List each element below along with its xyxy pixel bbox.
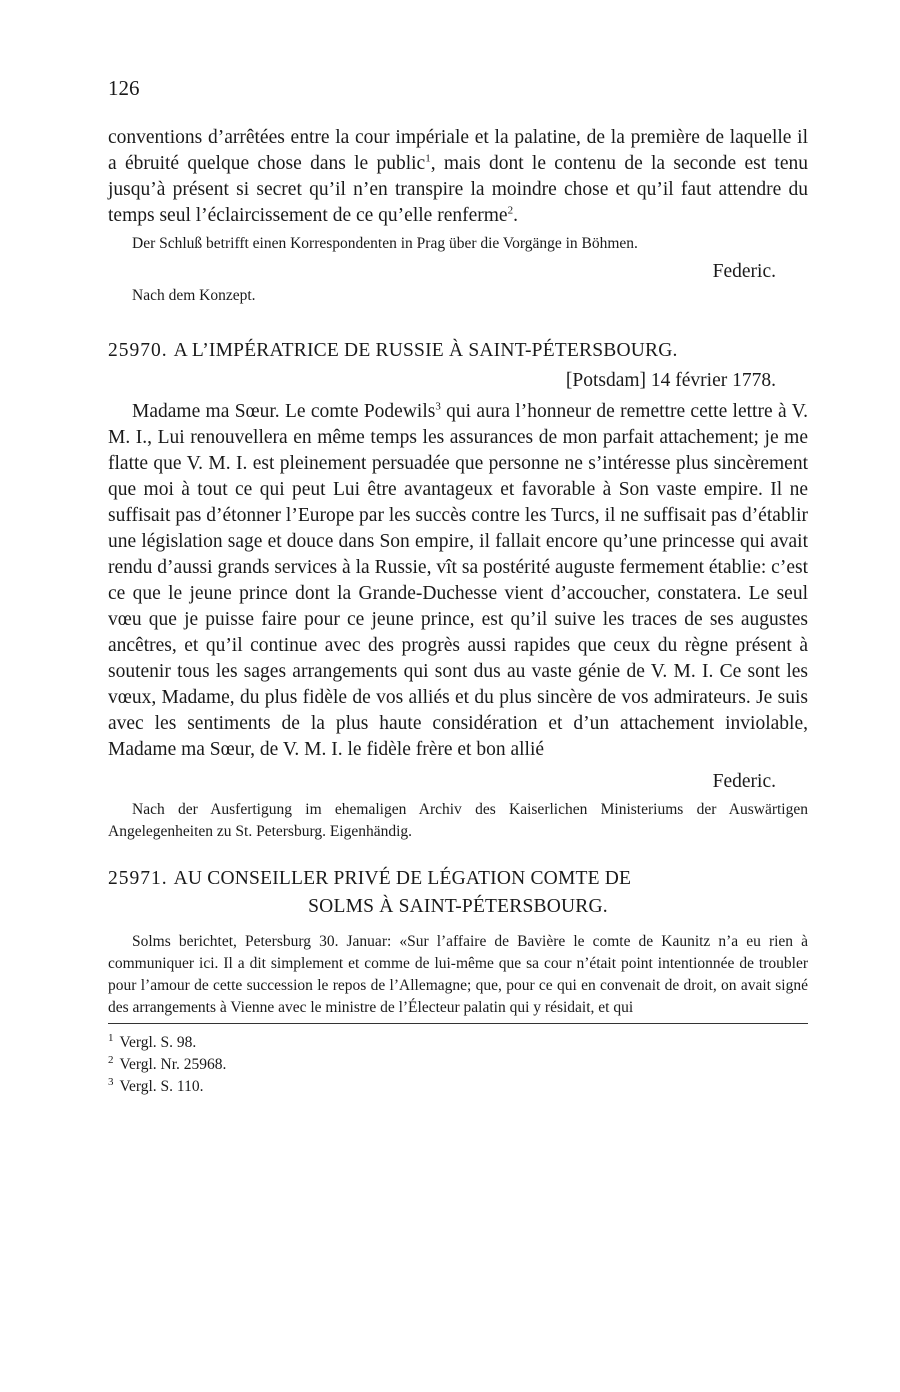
paragraph-text: , mais dont le contenu de la seconde est tenu jusqu’à présent si secret qu’il n’en transpire la moindre chose et qu’il faut attendre du temps seul l’éclaircissement de ce qu’elle renferme xyxy=(108,153,808,226)
source-note: Nach der Ausfertigung im ehemaligen Archiv des Kaiserlichen Ministeriums der Auswärtigen Angelegenheiten zu St. Petersburg. Eigenhändig. xyxy=(108,801,808,840)
footnote-number: 2 xyxy=(108,1053,114,1066)
footnote-text: Vergl. S. 110. xyxy=(119,1078,204,1095)
footnote-number: 1 xyxy=(108,1031,114,1044)
letter-recipient: AU CONSEILLER PRIVÉ DE LÉGATION COMTE DE xyxy=(173,868,632,889)
letter-heading-25971 xyxy=(108,865,808,921)
footnote-number: 3 xyxy=(108,1075,114,1088)
letter-body xyxy=(108,399,808,763)
letter-number: 25971. xyxy=(108,868,168,889)
letter-recipient: A L’IMPÉRATRICE DE RUSSIE À SAINT-PÉTERSBOURG. xyxy=(173,340,678,361)
signature: Federic. xyxy=(712,261,776,282)
footnote-ref: 3 xyxy=(435,400,441,413)
letter-summary: Solms berichtet, Petersburg 30. Januar: «Sur l’affaire de Bavière le comte de Kaunitz n’a eu rien à communiquer ici. Il a dit simplement et comme de lui-même que sa cour n’était point intentionnée de troubler pour l’amour de cette succession le repos de l’Allemagne; que, pour ce qui en convenait de droit, on avait signé des arrangements à Vienne avec le ministre de l’Électeur palatin qui y résidait, et qui xyxy=(108,933,808,1016)
signature: Federic. xyxy=(712,771,776,792)
page-number: 126 xyxy=(108,76,140,100)
letter-body-text: qui aura l’honneur de remettre cette lettre à V. M. I., Lui renouvellera en même temps les assurances de mon parfait attachement; je me flatte que V. M. I. est pleinement persuadée que personne ne s’intéresse plus sincèrement que moi à tout ce qui peut Lui être avantageux et favorable à Son vaste empire. Il ne suffisait pas d’étonner l’Europe par les succès contre les Turcs, il ne suffisait pas d’établir une législation sage et douce dans Son empire, il fallait encore qu’une princesse qui avait rendu d’aussi grands services à la Russie, vît sa postérité auguste fermement établie: c’est ce que le jeune prince dont la Grande-Duchesse vient d’accoucher, constatera. Le seul vœu que je puisse faire pour ce jeune prince, est qu’il suive les traces de ses augustes ancêtres, et qu’il continue avec des progrès aussi rapides que ceux du règne présent à soutenir tous les sages arrangements qui sont dus au vaste génie de V. M. I. Ce sont les vœux, Madame, du plus fidèle de vos alliés et du plus sincère de vos admirateurs. Je suis avec les sentiments de la plus haute considération et d’un attachement inviolable, Madame ma Sœur, de V. M. I. le fidèle frère et bon allié xyxy=(108,401,809,760)
letter-heading-25970 xyxy=(108,337,808,365)
footnote-divider xyxy=(108,1023,808,1024)
paragraph-continuation xyxy=(108,125,808,229)
editorial-note: Der Schluß betrifft einen Korrespondenten in Prag über die Vorgänge in Böhmen. xyxy=(132,235,638,252)
document-page xyxy=(108,78,808,1098)
paragraph-text: conventions d’arrêtées entre la cour impériale et la palatine, de la première de laquelle il a ébruité quelque chose dans le public xyxy=(108,127,808,174)
footnote xyxy=(108,1076,808,1098)
letter-dateline: [Potsdam] 14 février 1778. xyxy=(565,370,776,391)
footnote-ref: 2 xyxy=(507,204,514,217)
source-note: Nach dem Konzept. xyxy=(132,287,256,304)
footnote xyxy=(108,1054,808,1076)
footnote-ref: 1 xyxy=(425,152,431,165)
footnote-text: Vergl. S. 98. xyxy=(119,1034,197,1051)
footnote-text: Vergl. Nr. 25968. xyxy=(119,1056,227,1073)
footnote xyxy=(108,1032,808,1054)
paragraph-text: . xyxy=(513,205,518,226)
footnotes-list xyxy=(108,1032,808,1098)
letter-body-text: Madame ma Sœur. Le comte Podewils xyxy=(132,401,436,422)
letter-recipient-line2: SOLMS À SAINT-PÉTERSBOURG. xyxy=(308,896,608,917)
letter-number: 25970. xyxy=(108,340,168,361)
